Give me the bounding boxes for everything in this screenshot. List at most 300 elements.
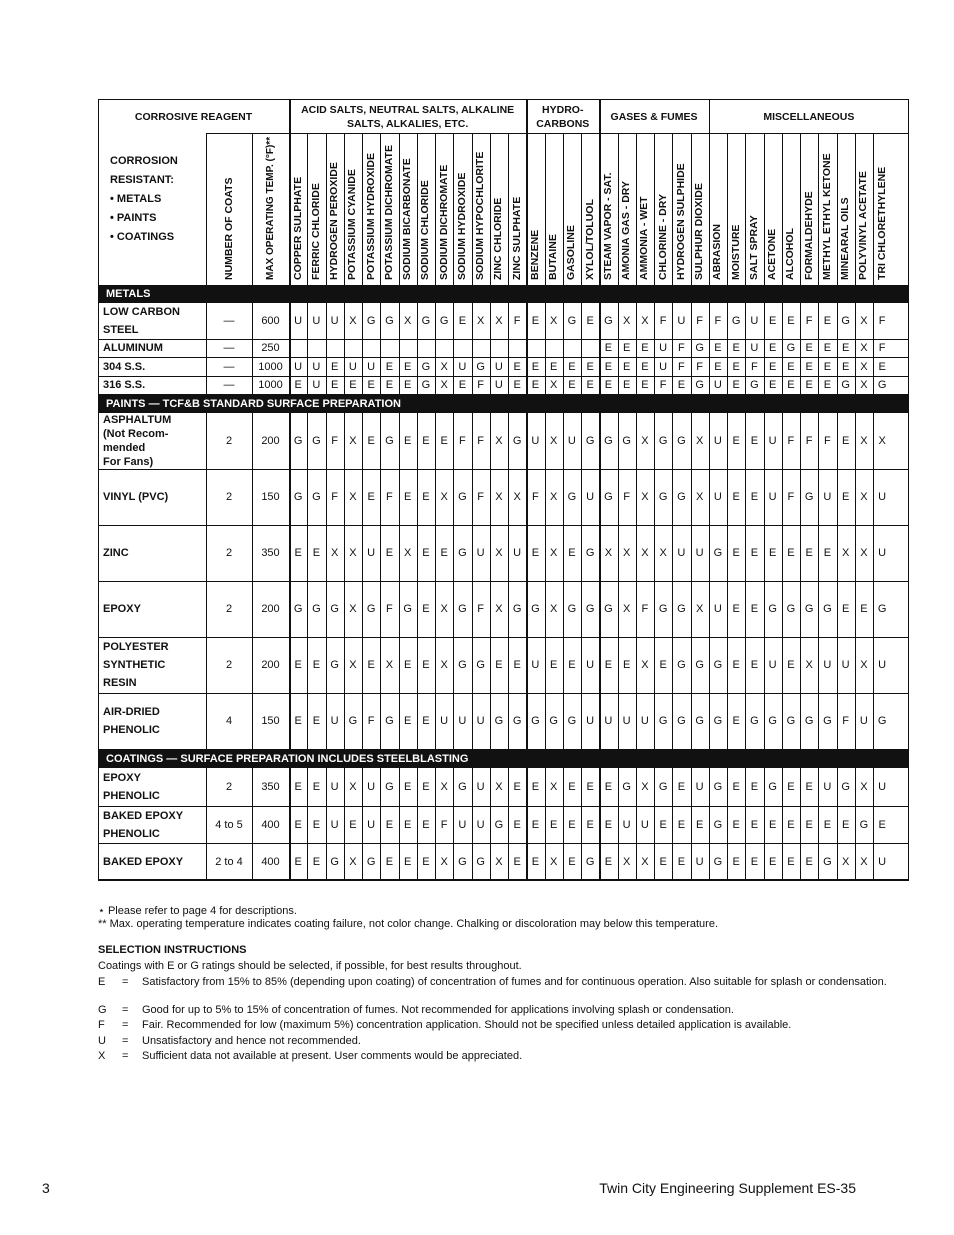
rating-cell: G — [823, 603, 832, 615]
rating-cell: F — [878, 315, 886, 327]
column-header: POTASSIUM DICHROMATE — [382, 145, 395, 280]
rating-cell: G — [385, 715, 394, 727]
rating-cell: E — [677, 379, 686, 391]
rating-cell: E — [732, 818, 740, 831]
corrosion-label-line: • METALS — [110, 193, 162, 205]
rating-cell: E — [750, 547, 759, 559]
rating-cell: G — [804, 715, 814, 727]
rating-cell: G — [476, 855, 485, 868]
rating-cell: X — [695, 435, 704, 447]
column-header: HYDROGEN SULPHIDE — [674, 163, 687, 280]
rating-cell: X — [549, 855, 558, 868]
rating-cell: U — [476, 715, 485, 727]
rating-cell: G — [403, 603, 412, 615]
rating-cell: G — [494, 715, 504, 727]
rating-cell: E — [367, 435, 375, 447]
rating-cell: X — [403, 315, 412, 327]
rating-cell: E — [768, 342, 777, 354]
group-header: GASES & FUMES — [610, 110, 698, 123]
rating-cell: E — [841, 435, 850, 447]
rating-cell: E — [568, 659, 576, 671]
rating-cell: E — [513, 781, 521, 793]
row-label-line: LOW CARBON — [103, 306, 180, 318]
rating-cell: G — [677, 435, 686, 447]
column-header: MINEARAL OILS — [839, 197, 852, 280]
rating-cell: U — [622, 715, 631, 727]
legend-item — [98, 1034, 932, 1048]
legend-equals: = — [122, 1019, 129, 1031]
rating-cell: U — [659, 360, 668, 373]
coats-cell: 2 — [225, 491, 233, 503]
rating-cell: G — [567, 715, 577, 727]
rating-cell: G — [786, 342, 796, 354]
rating-cell: F — [367, 715, 375, 727]
coats-cell: — — [223, 360, 235, 373]
rating-cell: F — [623, 491, 630, 503]
rating-cell: E — [750, 855, 759, 868]
rating-cell: G — [841, 781, 850, 793]
rating-cell: E — [622, 379, 631, 391]
row-label-line: EPOXY — [103, 772, 141, 784]
rating-cell — [435, 339, 453, 357]
rating-cell: G — [877, 603, 887, 615]
rating-cell: X — [860, 435, 868, 447]
column-header: GASOLINE — [565, 225, 578, 280]
coats-cell: 2 to 4 — [215, 855, 243, 868]
rating-cell: U — [823, 781, 832, 793]
rating-cell: E — [568, 818, 576, 831]
rating-cell: E — [531, 360, 540, 373]
rating-cell: U — [458, 360, 467, 373]
footnote-1: ⋆ Please refer to page 4 for descriptions. — [98, 905, 297, 917]
column-header: ZINC SULPHATE — [510, 196, 523, 280]
rating-cell: E — [586, 379, 594, 391]
rating-cell: G — [713, 715, 723, 727]
rating-cell: E — [513, 379, 521, 391]
rating-cell: E — [732, 603, 740, 615]
row-label — [103, 525, 203, 581]
rating-cell: E — [422, 659, 430, 671]
legend-item — [98, 975, 932, 989]
rating-cell: U — [750, 342, 759, 354]
rating-cell: G — [585, 603, 595, 615]
rating-cell: E — [568, 360, 576, 373]
coats-cell: — — [223, 342, 235, 354]
rating-cell: E — [768, 547, 777, 559]
rating-cell — [472, 339, 490, 357]
legend-equals: = — [122, 1050, 129, 1062]
rating-cell: U — [713, 603, 722, 615]
rating-cell: X — [349, 547, 357, 559]
rating-cell: E — [330, 379, 339, 391]
rating-cell: X — [495, 315, 503, 327]
column-header: AMONIA GAS - DRY — [620, 181, 633, 280]
column-header: TRI CHLORETHYLENE — [875, 166, 888, 280]
rating-cell: E — [513, 818, 521, 831]
column-header: BENZENE — [528, 229, 541, 280]
rating-cell: X — [440, 781, 448, 793]
rating-cell: U — [768, 659, 777, 671]
rating-cell: U — [640, 818, 649, 831]
rating-cell: G — [823, 855, 832, 868]
rating-cell: U — [878, 659, 887, 671]
column-header: MAX OPERATING TEMP. (°F)** — [265, 136, 276, 280]
rating-cell: U — [750, 315, 759, 327]
rating-cell: E — [823, 547, 832, 559]
rating-cell: G — [421, 379, 431, 391]
rating-cell: X — [641, 547, 649, 559]
temp-cell: 200 — [261, 435, 280, 447]
rating-cell: E — [458, 379, 467, 391]
rating-cell: E — [604, 360, 613, 373]
rating-cell: X — [440, 491, 448, 503]
rating-cell: U — [458, 715, 467, 727]
rating-cell: G — [877, 715, 887, 727]
rating-cell: E — [549, 360, 558, 373]
rating-cell: X — [860, 360, 868, 373]
rating-cell: E — [422, 547, 430, 559]
rating-cell: G — [768, 603, 777, 615]
rating-cell: E — [732, 781, 740, 793]
rating-cell: E — [403, 491, 412, 503]
rating-cell: F — [678, 342, 685, 354]
selection-intro: Coatings with E or G ratings should be selected, if possible, for best results throughout. — [98, 960, 522, 972]
rating-cell: X — [860, 659, 868, 671]
rating-cell: E — [750, 435, 759, 447]
rating-cell: X — [860, 781, 868, 793]
rating-cell: E — [604, 342, 613, 354]
column-header: SODIUM HYDROXIDE — [455, 172, 468, 280]
rating-cell: E — [732, 360, 740, 373]
rating-cell: E — [823, 342, 832, 354]
rating-cell: G — [677, 491, 686, 503]
rating-cell: E — [385, 379, 394, 391]
rating-cell: E — [367, 491, 375, 503]
rating-cell: E — [495, 659, 503, 671]
rating-cell — [362, 339, 380, 357]
rating-cell: U — [677, 547, 686, 559]
temp-cell: 1000 — [258, 360, 283, 373]
rating-cell: F — [532, 491, 539, 503]
rating-cell: E — [403, 715, 412, 727]
row-label — [103, 843, 203, 880]
legend-equals: = — [122, 1035, 129, 1047]
rating-cell: U — [713, 491, 722, 503]
row-label-line: 316 S.S. — [103, 379, 146, 391]
rating-cell: E — [568, 855, 576, 868]
rating-cell: G — [458, 491, 467, 503]
temp-cell: 350 — [261, 547, 280, 559]
rating-cell: E — [677, 818, 686, 831]
rating-cell: G — [458, 603, 467, 615]
rating-cell: E — [841, 818, 850, 831]
rating-cell: E — [841, 491, 850, 503]
rating-cell: E — [823, 818, 832, 831]
rating-cell: U — [823, 659, 832, 671]
rating-cell: E — [677, 855, 686, 868]
rating-cell: E — [531, 855, 540, 868]
rating-cell: E — [440, 435, 448, 447]
row-label — [103, 303, 203, 339]
rating-cell: E — [841, 342, 850, 354]
rating-cell: G — [786, 603, 796, 615]
rating-cell: X — [604, 547, 613, 559]
rating-cell: G — [439, 315, 449, 327]
rating-cell: F — [678, 360, 685, 373]
rating-cell: E — [750, 603, 759, 615]
column-header: POTASSIUM CYANIDE — [346, 169, 359, 280]
rating-cell: X — [385, 659, 394, 671]
rating-cell — [417, 339, 435, 357]
rating-cell: E — [714, 342, 722, 354]
column-header: METHYL ETHYL KETONE — [820, 153, 833, 280]
rating-cell: F — [386, 603, 393, 615]
rating-cell: X — [349, 491, 357, 503]
rating-cell: U — [494, 360, 503, 373]
rating-cell: F — [659, 315, 667, 327]
rating-cell: E — [768, 315, 777, 327]
rating-cell: E — [312, 659, 321, 671]
rating-cell: U — [330, 781, 339, 793]
rating-cell: G — [385, 315, 394, 327]
rating-cell: U — [677, 315, 686, 327]
rating-cell: G — [366, 855, 376, 868]
rating-cell: U — [859, 715, 868, 727]
rating-cell: G — [713, 547, 723, 559]
rating-cell: E — [549, 659, 558, 671]
rating-cell: G — [567, 491, 577, 503]
rating-cell: U — [768, 491, 777, 503]
rating-cell: G — [458, 547, 467, 559]
rating-cell: E — [549, 818, 558, 831]
rating-cell: G — [768, 781, 777, 793]
rating-cell: E — [622, 360, 631, 373]
rating-cell: G — [731, 315, 741, 327]
rating-cell: E — [458, 315, 467, 327]
section-band: METALS — [98, 285, 909, 303]
footer-title: Twin City Engineering Supplement ES-35 — [599, 1180, 856, 1196]
rating-cell: E — [312, 781, 321, 793]
rating-cell: E — [659, 855, 667, 868]
rating-cell: E — [750, 818, 759, 831]
coats-cell: 2 — [225, 603, 233, 615]
rating-cell: X — [349, 603, 357, 615]
rating-cell: E — [732, 342, 740, 354]
rating-cell: G — [658, 781, 668, 793]
legend-key: G — [98, 1004, 107, 1016]
column-header: BUTAINE — [547, 234, 560, 280]
rating-cell — [581, 339, 599, 357]
rating-cell — [344, 339, 362, 357]
row-label-line: SYNTHETIC — [103, 659, 166, 671]
rating-cell: E — [294, 547, 302, 559]
column-header: SODIUM DICHROMATE — [437, 164, 450, 280]
rating-cell: E — [787, 360, 795, 373]
rating-cell: G — [622, 781, 631, 793]
rating-cell: X — [349, 315, 357, 327]
rating-cell: E — [422, 781, 430, 793]
rating-cell: E — [732, 855, 740, 868]
rating-cell: F — [477, 603, 484, 615]
rating-cell: F — [878, 342, 886, 354]
rating-cell: U — [330, 715, 339, 727]
rating-cell: E — [805, 342, 813, 354]
rating-cell: E — [823, 379, 832, 391]
temp-cell: 400 — [261, 855, 280, 868]
rating-cell: G — [293, 491, 303, 503]
rating-cell: U — [330, 818, 339, 831]
rating-cell: U — [823, 491, 832, 503]
rating-cell: X — [549, 547, 558, 559]
row-label — [103, 768, 203, 806]
row-label-line: EPOXY — [103, 603, 141, 615]
rating-cell: E — [422, 491, 430, 503]
rating-cell: F — [477, 379, 484, 391]
rating-cell: E — [531, 379, 540, 391]
legend-text: Good for up to 5% to 15% of concentration of fumes. Not recommended for applications involving splash or condensation. — [142, 1004, 734, 1016]
rating-cell — [289, 339, 307, 357]
page-number: 3 — [42, 1180, 50, 1196]
row-label-line: ALUMINUM — [103, 342, 163, 354]
rating-cell: G — [348, 715, 358, 727]
rating-cell: U — [330, 315, 339, 327]
rating-cell: G — [695, 342, 704, 354]
coats-cell: 2 — [225, 435, 233, 447]
rating-cell: U — [312, 315, 321, 327]
rating-cell: U — [312, 379, 321, 391]
rating-cell: U — [531, 659, 540, 671]
temp-cell: 400 — [261, 818, 280, 831]
rating-cell: X — [495, 781, 503, 793]
rating-cell: U — [878, 781, 887, 793]
rating-cell: E — [768, 855, 777, 868]
rating-cell: G — [677, 603, 686, 615]
temp-cell: 350 — [261, 781, 280, 793]
row-label — [103, 413, 203, 469]
rating-cell: E — [403, 659, 412, 671]
rating-cell: E — [787, 781, 795, 793]
rating-cell: X — [495, 855, 503, 868]
coats-cell: 2 — [225, 781, 233, 793]
rating-cell: X — [549, 315, 558, 327]
rating-cell: G — [549, 715, 558, 727]
rating-cell — [526, 339, 544, 357]
rating-cell: X — [695, 491, 704, 503]
rating-cell: E — [878, 360, 886, 373]
rating-cell: E — [312, 818, 321, 831]
rating-cell: X — [641, 491, 649, 503]
legend-equals: = — [122, 1004, 129, 1016]
rating-cell: X — [349, 855, 357, 868]
rating-cell: U — [312, 360, 321, 373]
rating-cell: F — [459, 435, 466, 447]
column-header: ACETONE — [766, 228, 779, 280]
section-band: PAINTS — TCF&B STANDARD SURFACE PREPARATION — [98, 394, 909, 413]
rating-cell: E — [349, 818, 357, 831]
row-label-line: PHENOLIC — [103, 790, 160, 802]
rating-cell: X — [495, 547, 503, 559]
rating-cell: E — [586, 781, 594, 793]
legend-key: X — [98, 1050, 106, 1062]
rating-cell — [326, 339, 344, 357]
corrosion-label-line: RESISTANT: — [110, 174, 174, 186]
rating-cell: X — [860, 547, 868, 559]
rating-cell: U — [622, 818, 631, 831]
rating-cell: E — [531, 818, 540, 831]
rating-cell: X — [495, 603, 503, 615]
rating-cell: E — [586, 818, 594, 831]
rating-cell: X — [440, 379, 448, 391]
rating-cell: X — [622, 315, 631, 327]
rating-cell: E — [768, 379, 777, 391]
column-header: AMMONIA - WET — [638, 196, 651, 280]
column-header: COPPER SULPHATE — [291, 176, 304, 280]
rating-cell: E — [641, 360, 649, 373]
rating-cell: X — [330, 547, 339, 559]
rating-cell: U — [586, 491, 595, 503]
rating-cell: E — [604, 659, 613, 671]
rating-cell: G — [312, 491, 321, 503]
column-header: ZINC CHLORIDE — [492, 197, 505, 280]
rating-cell: E — [385, 855, 394, 868]
column-header: CHLORINE - DRY — [656, 194, 669, 280]
column-header: NUMBER OF COATS — [222, 177, 235, 280]
rating-cell: F — [513, 315, 521, 327]
row-label-line: mended — [103, 442, 146, 454]
row-label-line: STEEL — [103, 324, 139, 336]
rating-cell: F — [787, 491, 795, 503]
rating-cell: G — [841, 315, 850, 327]
rating-cell: F — [805, 435, 813, 447]
rating-cell: U — [659, 342, 668, 354]
rating-cell: X — [549, 603, 558, 615]
rating-cell: F — [477, 491, 484, 503]
rating-cell: U — [695, 547, 704, 559]
rating-cell: E — [531, 781, 540, 793]
rating-cell: X — [349, 435, 357, 447]
rating-cell: G — [804, 491, 814, 503]
rating-cell: E — [787, 547, 795, 559]
rating-cell: E — [294, 715, 302, 727]
rating-cell: E — [805, 818, 813, 831]
rating-cell: U — [367, 360, 376, 373]
legend-key: U — [98, 1035, 106, 1047]
rating-cell: U — [695, 781, 704, 793]
rating-cell: E — [330, 360, 339, 373]
rating-cell: G — [695, 659, 704, 671]
rating-cell: G — [768, 715, 777, 727]
rating-cell: E — [787, 855, 795, 868]
rating-cell: X — [860, 315, 868, 327]
rating-cell: X — [476, 315, 485, 327]
rating-cell: F — [386, 491, 393, 503]
rating-cell: X — [622, 603, 631, 615]
rating-cell: E — [768, 360, 777, 373]
rating-cell — [399, 339, 417, 357]
row-label-line: VINYL (PVC) — [103, 491, 169, 503]
rating-cell: G — [293, 603, 303, 615]
rating-cell: X — [495, 491, 503, 503]
rating-cell: U — [367, 781, 376, 793]
rating-cell: E — [732, 715, 740, 727]
rating-cell: G — [695, 715, 704, 727]
rating-cell: E — [622, 342, 631, 354]
rating-cell: E — [403, 435, 412, 447]
rating-cell: G — [421, 315, 431, 327]
rating-cell: E — [659, 818, 667, 831]
temp-cell: 600 — [261, 315, 280, 327]
rating-cell: X — [440, 603, 448, 615]
